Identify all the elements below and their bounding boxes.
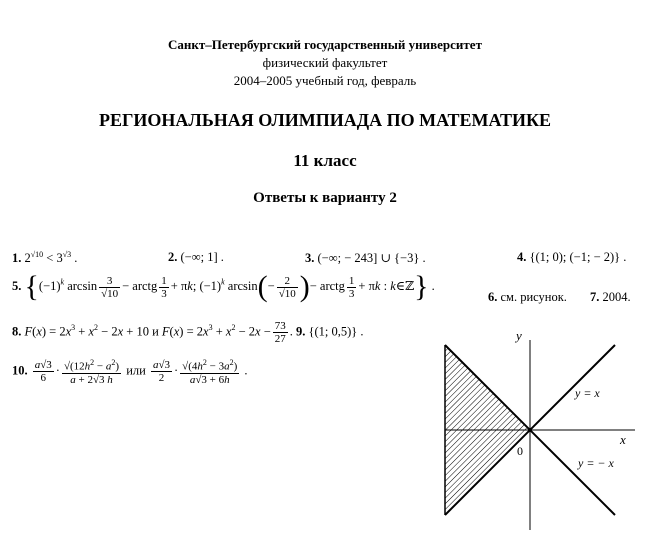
answer-3: 3. (−∞; − 243] ∪ {−3} . [305,251,426,265]
academic-year: 2004–2005 учебный год, февраль [233,73,417,88]
answer-10: 10. $\frac{a√3}{6}$ · $\frac{√(12h^2 - a^2)}{a + 2√3 h}$ или $\frac{a√3}{2}$ · $\frac{√(4h^2 - 3a^2)}{a√3 + 6h}$ . [12,358,248,386]
line2-label: y = − x [578,456,614,470]
answer-4: 4. {(1; 0); (−1; − 2)} . [517,250,627,264]
answer-7: 7. 2004. [590,290,631,304]
answer-2: 2. (−∞; 1] . [168,250,224,264]
grade-label: 11 класс [293,151,357,170]
answer-8: 8. $F(x) = 2x^3 + x^2 - 2x + 10$ и $F(x) = 2x^3 + x^2 - 2x$ − $\frac{73}{27}$ . 9. {(1; 0,5)} . [12,320,364,345]
answer-6: 6. см. рисунок. [488,290,567,304]
line1-label: y = x [575,386,600,400]
y-axis-label: y [516,328,522,343]
university-name: Санкт–Петербургский государственный университет [168,37,482,52]
olympiad-title: РЕГИОНАЛЬНАЯ ОЛИМПИАДА ПО МАТЕМАТИКЕ [98,110,552,130]
x-axis-label: x [620,432,626,447]
origin-label: 0 [517,444,523,458]
answer-1: 1. $2^{√10} < 3^{√3}$ . [12,250,78,266]
region-figure [420,325,640,535]
faculty-name: физический факультет [262,55,388,70]
variant-heading: Ответы к варианту 2 [253,190,397,206]
answer-5: 5. {$(-1)^k$ arcsin $\frac{3}{√10}$ − arctg $\frac{1}{3}$ + πk; $(-1)^k$ arcsin(− $\frac{2}{√10}$ )− arctg $\frac{1}{3}$ + πk : k∈ℤ} . [12,270,435,303]
